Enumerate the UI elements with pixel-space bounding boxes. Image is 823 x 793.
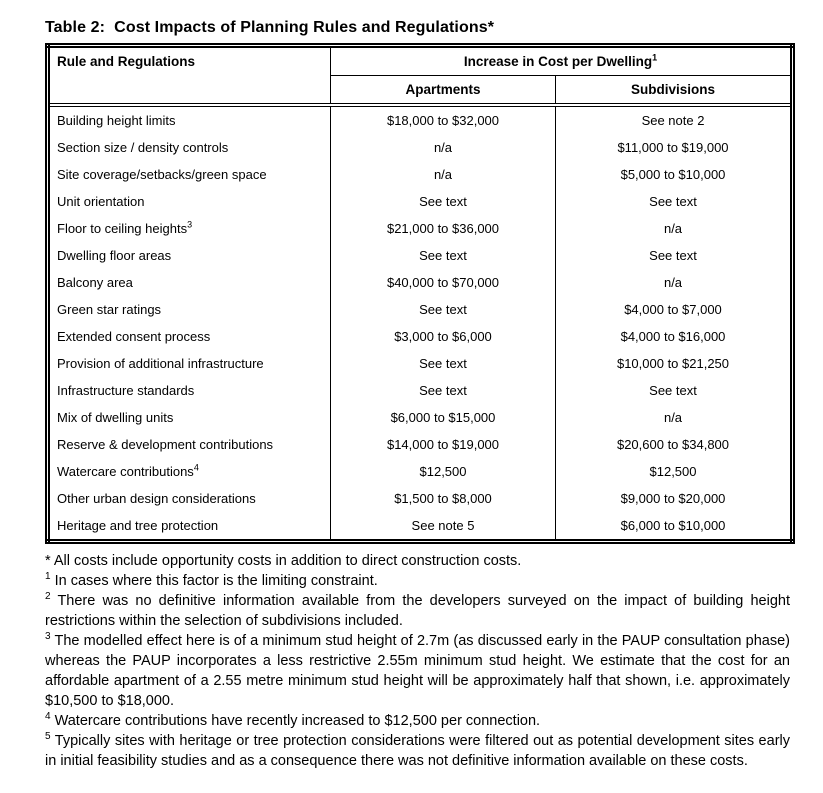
header-row-1 — [48, 46, 793, 76]
subdivisions-value-cell: $4,000 to $7,000 — [624, 302, 722, 317]
apartments-value-cell: $40,000 to $70,000 — [331, 269, 556, 296]
apartments-value-cell: $1,500 to $8,000 — [331, 485, 556, 512]
subdivisions-value-cell: $10,000 to $21,250 — [616, 356, 730, 371]
footnote-2: $^2$ There was no definitive information available from the developers surveyed on the impact of building height restrictions within the selection of subdivisions included. — [45, 591, 790, 629]
span-header-label: Increase in Cost per Dwelling — [463, 54, 653, 69]
rule-label-cell: Building height limits — [48, 105, 331, 134]
apartments-value-cell: $18,000 to $32,000 — [331, 105, 556, 134]
table-row — [48, 242, 793, 269]
subdivisions-value-cell: $9,000 to $20,000 — [620, 491, 726, 506]
footnotes — [45, 551, 790, 771]
rule-label-cell: Reserve & development contributions — [48, 431, 331, 458]
subdivisions-value-cell: $12,500 — [649, 464, 697, 479]
footnote-marker: 4 — [45, 711, 51, 723]
column-header-increase-in-cost — [331, 46, 793, 76]
subdivisions-value-cell: $6,000 to $10,000 — [620, 518, 726, 533]
table-row — [48, 161, 793, 188]
apartments-value-cell: $3,000 to $6,000 — [331, 323, 556, 350]
apartments-value-cell: See note 5 — [331, 512, 556, 542]
footnote-marker: 2 — [45, 591, 51, 603]
apartments-value-cell: n/a — [331, 134, 556, 161]
apartments-value-cell: $21,000 to $36,000 — [331, 215, 556, 242]
subdivisions-value-cell: $5,000 to $10,000 — [620, 167, 726, 182]
cost-impacts-table — [45, 43, 795, 544]
subdivisions-value-cell: n/a — [663, 221, 683, 236]
table-row — [48, 296, 793, 323]
rule-label-cell: Balcony area — [48, 269, 331, 296]
subdivisions-value-cell: $11,000 to $19,000 — [617, 140, 729, 155]
table-row — [48, 485, 793, 512]
footnote-*: * All costs include opportunity costs in addition to direct construction costs. — [45, 553, 522, 569]
rule-label-cell: Mix of dwelling units — [48, 404, 331, 431]
rule-label-cell: Heritage and tree protection — [48, 512, 331, 542]
subdivisions-value-cell: $4,000 to $16,000 — [620, 329, 726, 344]
rule-label-cell: Infrastructure standards — [48, 377, 331, 404]
apartments-value-cell: See text — [331, 377, 556, 404]
table-title: Table 2: Cost Impacts of Planning Rules and Regulations* — [45, 19, 495, 36]
rule-label-cell: Dwelling floor areas — [48, 242, 331, 269]
rule-footnote-ref: 3 — [187, 219, 193, 230]
apartments-value-cell: See text — [331, 242, 556, 269]
footnote-marker: * — [45, 553, 51, 569]
apartments-value-cell: $12,500 — [331, 458, 556, 485]
rule-label-cell: Floor to ceiling heights$^3$ — [48, 215, 331, 242]
rule-footnote-ref: 4 — [193, 462, 199, 473]
column-header-rule-and-regulations — [48, 46, 331, 106]
document-page — [45, 0, 790, 771]
subdivisions-value-cell: See text — [649, 248, 697, 263]
footnote-4: $^4$ Watercare contributions have recently increased to $12,500 per connection. — [45, 711, 541, 729]
column-header-subdivisions: Subdivisions — [556, 76, 793, 106]
rule-label-cell: Green star ratings — [48, 296, 331, 323]
table-row — [48, 215, 793, 242]
table-row — [48, 404, 793, 431]
subdivisions-value-cell: See note 2 — [641, 113, 705, 128]
footnote-marker: 1 — [45, 571, 51, 583]
apartments-value-cell: See text — [331, 296, 556, 323]
rule-label-cell: Section size / density controls — [48, 134, 331, 161]
apartments-value-cell: $14,000 to $19,000 — [331, 431, 556, 458]
table-header — [48, 46, 793, 106]
rule-label-cell: Watercare contributions$^4$ — [48, 458, 331, 485]
table-row — [48, 350, 793, 377]
subdivisions-value-cell: See text — [649, 383, 697, 398]
table-body — [48, 105, 793, 542]
rule-label-cell: Extended consent process — [48, 323, 331, 350]
table-row — [48, 134, 793, 161]
span-header-footnote-ref: 1 — [652, 52, 658, 63]
footnote-5: $^5$ Typically sites with heritage or tree protection considerations were filtered out as potential development sites early in initial feasibility studies and as a consequence there was not definitive information available on these costs. — [45, 731, 790, 769]
apartments-value-cell: See text — [331, 188, 556, 215]
subdivisions-value-cell: $20,600 to $34,800 — [616, 437, 730, 452]
table-row — [48, 458, 793, 485]
table-row — [48, 323, 793, 350]
subdivisions-value-cell: See text — [649, 194, 697, 209]
apartments-value-cell: See text — [331, 350, 556, 377]
table-row — [48, 188, 793, 215]
rule-label-cell: Site coverage/setbacks/green space — [48, 161, 331, 188]
column-header-rule-label: Rule and Regulations — [57, 54, 196, 69]
column-header-apartments: Apartments — [331, 76, 556, 106]
footnote-marker: 5 — [45, 731, 51, 743]
rule-label-cell: Other urban design considerations — [48, 485, 331, 512]
subdivisions-value-cell: n/a — [663, 410, 683, 425]
rule-label-cell: Unit orientation — [48, 188, 331, 215]
rule-label-cell: Provision of additional infrastructure — [48, 350, 331, 377]
apartments-value-cell: $6,000 to $15,000 — [331, 404, 556, 431]
subdivisions-value-cell: n/a — [663, 275, 683, 290]
table-row — [48, 377, 793, 404]
footnote-1: $^1$ In cases where this factor is the limiting constraint. — [45, 571, 378, 589]
table-row — [48, 269, 793, 296]
apartments-value-cell: n/a — [331, 161, 556, 188]
table-row — [48, 512, 793, 542]
table-row — [48, 105, 793, 134]
footnote-marker: 3 — [45, 631, 51, 643]
footnote-3: $^3$ The modelled effect here is of a minimum stud height of 2.7m (as discussed early in the PAUP consultation phase) whereas the PAUP incorporates a less restrictive 2.55m minimum stud height. We estimate that the cost for an affordable apartment of a 2.55 metre minimum stud height will be approximately half that shown, i.e. approximately $10,500 to $18,000. — [45, 631, 790, 709]
table-row — [48, 431, 793, 458]
